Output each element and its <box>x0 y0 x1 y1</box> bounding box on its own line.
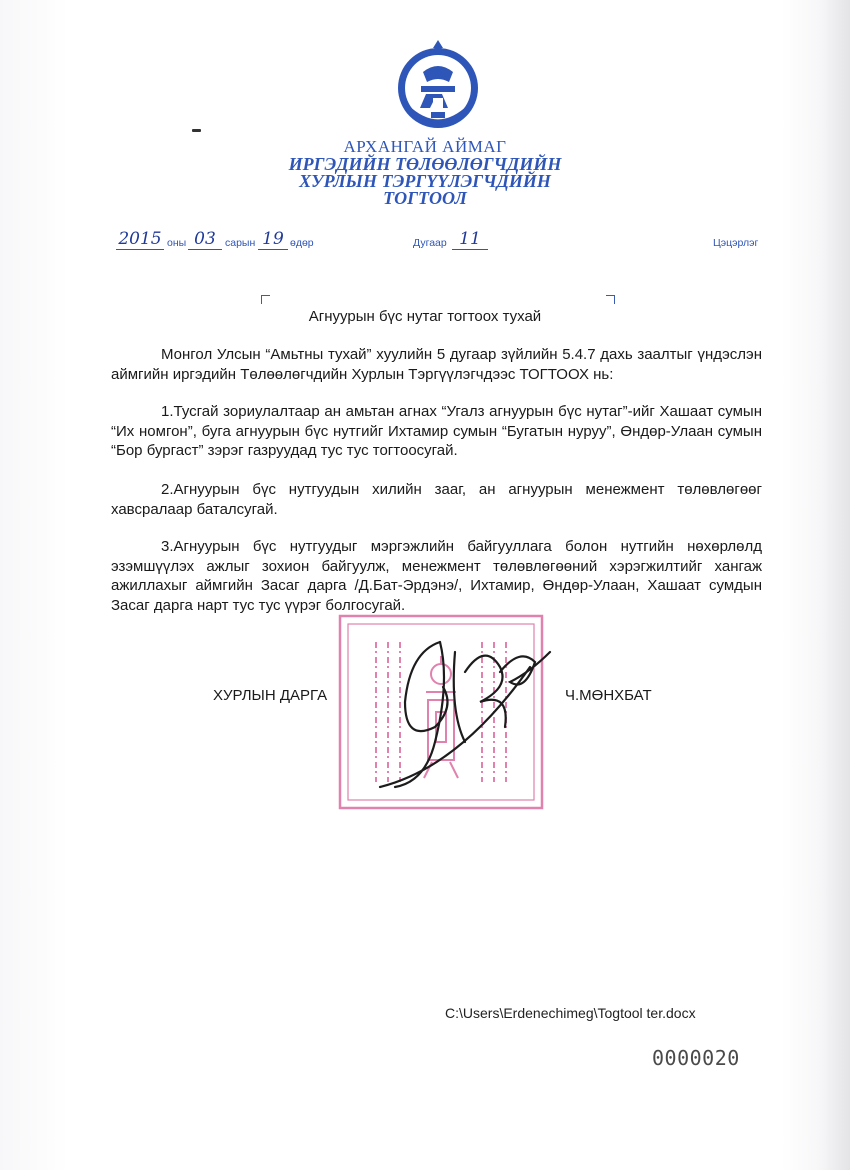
header-line-3: ХУРЛЫН ТЭРГҮҮЛЭГЧДИЙН <box>299 171 551 191</box>
year-field: 2015 <box>116 229 164 250</box>
year-label: оны <box>167 237 187 249</box>
clause-3: 3.Агнуурын бүс нутгуудыг мэргэжлийн байгууллага болон нутгийн нөхөрлөлд эзэмшүүлэх ажлыг зохион байгуулж, менежмент төлөвлөгөөний хэрэгжилтийг хангаж ажиллахыг аймгийн Засаг дарга /Д.Бат-Эрдэнэ/, Ихтамир, Өндөр-Улаан, Хашаат сумдын Засаг дарга нарт тус тус үүрэг болгосугай. <box>111 538 762 614</box>
number-label: Дугаар <box>413 237 447 249</box>
date-number-line <box>116 230 766 254</box>
preamble-paragraph: Монгол Улсын “Амьтны тухай” хуулийн 5 дугаар зүйлийн 5.4.7 дахь заалтыг үндэслэн аймгийн иргэдийн Төлөөлөгчдийн Хурлын Тэргүүлэгчдээс ТОГТООХ нь: <box>111 346 762 383</box>
clause-2: 2.Агнуурын бүс нутгуудын хилийн зааг, ан агнуурын менежмент төлөвлөгөөг хавсралаар баталсугай. <box>111 481 762 518</box>
day-field: 19 <box>258 229 288 250</box>
number-field: 11 <box>452 229 488 250</box>
mongolia-state-emblem-icon <box>393 36 483 136</box>
month-field: 03 <box>188 229 222 250</box>
place: Цэцэрлэг <box>713 237 759 249</box>
handwritten-signature-icon <box>370 612 570 802</box>
signatory-name: Ч.МӨНХБАТ <box>565 687 652 704</box>
header-line-2: ИРГЭДИЙН ТӨЛӨӨЛӨГЧДИЙН <box>288 154 562 174</box>
day-label: өдөр <box>290 237 314 249</box>
document-title: Агнуурын бүс нутаг тогтоох тухай <box>308 308 542 325</box>
clause-1: 1.Тусгай зориулалтаар ан амьтан агнах “Угалз агнуурын бүс нутаг”-ийг Хашаат сумын “Их номгон”, буга агнуурын бүс нутгийг Ихтамир сумын “Бугатын нуруу”, Өндөр-Улаан сумын “Бор бургаст” зэрэг газруудад тус тус тогтоосугай. <box>111 403 762 459</box>
aimag-name: АРХАНГАЙ АЙМАГ <box>343 137 507 156</box>
title-corner-right <box>606 295 615 304</box>
title-corner-left <box>261 295 270 304</box>
serial-number: 0000020 <box>652 1046 740 1070</box>
scan-mark <box>192 129 201 133</box>
month-label: сарын <box>225 237 256 249</box>
page-edge-shadow <box>820 0 850 1170</box>
signatory-title: ХУРЛЫН ДАРГА <box>213 687 328 704</box>
document-type: ТОГТООЛ <box>383 188 467 208</box>
file-path: C:\Users\Erdenechimeg\Togtool ter.docx <box>445 1005 696 1021</box>
